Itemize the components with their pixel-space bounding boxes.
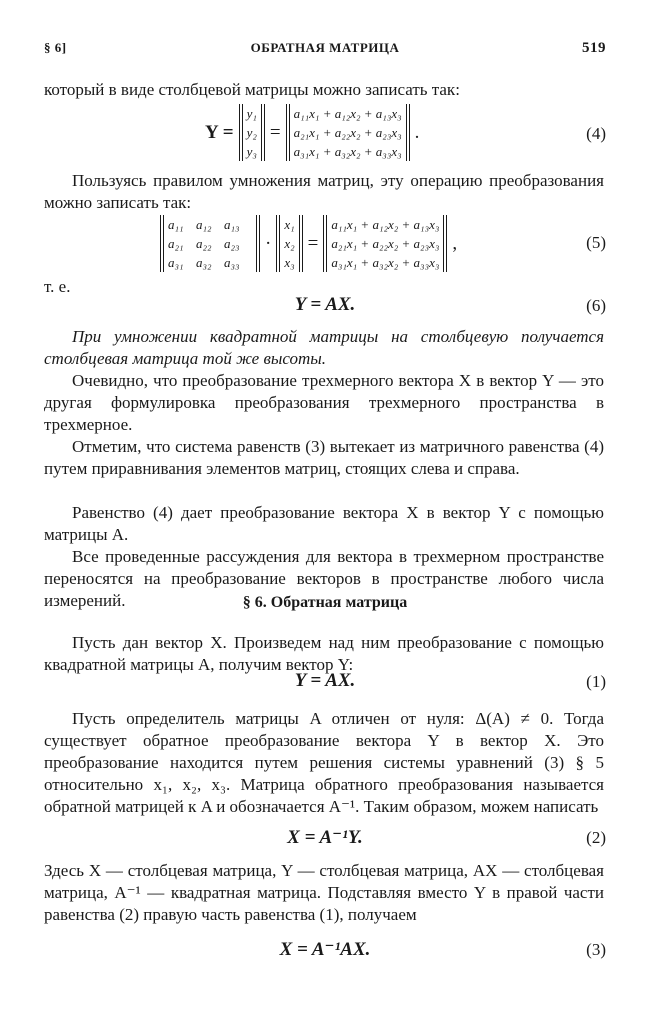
- eq4-y3: y₃: [246, 144, 257, 159]
- equation-5: a₁₁ a₁₂ a₁₃ a₂₁ a₂₂ a₂₃ a₃₁ a₃₂ a₃₃ · x₁ x₂ x₃ = a₁₁x₁ + a₁₂x₂ + a₁₃x₃ a₂₁x₁ + a₂₂x₂ + a₂₃x₃ a₃₁x₁ + a₃₂x₂ + a₃₃x₃ ,: [160, 215, 462, 272]
- equation-6: Y = AX.: [294, 294, 356, 315]
- page-number: 519: [582, 40, 606, 56]
- paragraph-vector-x: Пусть дан вектор X. Произведем над ним преобразование с помощью квадратной матрицы A, получим вектор Y:: [44, 633, 604, 674]
- equation-2: X = A⁻¹Y.: [287, 827, 363, 848]
- eq5-a32: a₃₂: [196, 255, 212, 270]
- eq5-x3: x₃: [284, 255, 295, 270]
- equation-1: Y = AX.: [294, 670, 356, 691]
- header-title: ОБРАТНАЯ МАТРИЦА: [250, 40, 400, 55]
- eq5-a11: a₁₁: [168, 217, 184, 232]
- eq5-vector-x: [276, 215, 302, 272]
- eq4-y1: y₁: [246, 106, 257, 121]
- eq5-x2: x₂: [284, 236, 295, 251]
- paragraph-generalization: Все проведенные рассуждения для вектора в трехмерном пространстве переносятся на преобразование векторов в пространстве любого числа измерений.: [44, 547, 604, 610]
- eq5-a13: a₁₃: [224, 217, 240, 232]
- eq4-row2: a₂₁x₁ + a₂₂x₂ + a₂₃x₃: [293, 125, 402, 140]
- eq5-a12: a₁₂: [196, 217, 212, 232]
- eq3-number: (3): [586, 940, 606, 959]
- eq5-row2: a₂₁x₁ + a₂₂x₂ + a₂₃x₃: [331, 236, 440, 251]
- eq5-a21: a₂₁: [168, 236, 184, 251]
- eq5-a23: a₂₃: [224, 236, 240, 251]
- paragraph-note: Отметим, что система равенств (3) вытекает из матричного равенства (4) путем приравнивания элементов матриц, стоящих слева и справа.: [44, 437, 604, 478]
- eq5-number: (5): [586, 233, 606, 252]
- paragraph-statement: При умножении квадратной матрицы на столбцевую получается столбцевая матрица той же высоты.: [44, 327, 604, 368]
- eq4-y2: y₂: [246, 125, 257, 140]
- eq4-vector-y: [239, 104, 265, 161]
- eq5-row3: a₃₁x₁ + a₃₂x₂ + a₃₃x₃: [331, 255, 440, 270]
- paragraph-determinant: Пусть определитель матрицы A отличен от нуля: Δ(A) ≠ 0. Тогда существует обратное преобразование вектора Y в вектор X. Это преобразование находится путем решения системы уравнений (3) § 5 относительно x₁, x₂, x₃. Матрица обратного преобразования называется обратной матрицей к A и обозначается A⁻¹. Таким образом, можем написать: [44, 709, 604, 816]
- eq4-number: (4): [586, 124, 606, 143]
- eq5-a22: a₂₂: [196, 236, 212, 251]
- paragraph-here: Здесь X — столбцевая матрица, Y — столбцевая матрица, AX — столбцевая матрица, A⁻¹ — квадратная матрица. Подставляя вместо Y в правой части равенства (2) правую часть равенства (1), получаем: [44, 861, 604, 924]
- eq5-row1: a₁₁x₁ + a₁₂x₂ + a₁₃x₃: [331, 217, 440, 232]
- paragraph-intro: который в виде столбцевой матрицы можно записать так:: [44, 80, 460, 99]
- equation-3: X = A⁻¹AX.: [279, 939, 371, 960]
- equation-4: Y = y₁ y₂ y₃ = a₁₁x₁ + a₁₂x₂ + a₁₃x₃ a₂₁x₁ + a₂₂x₂ + a₂₃x₃ a₃₁x₁ + a₃₂x₂ + a₃₃x₃ .: [200, 104, 424, 161]
- eq1-number: (1): [586, 672, 606, 691]
- eq4-row1: a₁₁x₁ + a₁₂x₂ + a₁₃x₃: [293, 106, 402, 121]
- eq4-row3: a₃₁x₁ + a₃₂x₂ + a₃₃x₃: [293, 144, 402, 159]
- paragraph-multiplication-rule: Пользуясь правилом умножения матриц, эту операцию преобразования можно записать так:: [44, 171, 604, 212]
- eq4-lhs: Y =: [205, 121, 234, 143]
- eq6-number: (6): [586, 296, 606, 315]
- section-heading: § 6. Обратная матрица: [242, 594, 408, 611]
- eq2-number: (2): [586, 828, 606, 847]
- header-section-mark: § 6]: [44, 40, 67, 55]
- eq4-rhs-matrix: [286, 104, 410, 161]
- eq5-rhs-matrix: [323, 215, 447, 272]
- eq5-a33: a₃₃: [224, 255, 240, 270]
- eq5-a31: a₃₁: [168, 255, 184, 270]
- eq5-matrix-a: [160, 215, 260, 272]
- paragraph-equality-4: Равенство (4) дает преобразование вектора X в вектор Y с помощью матрицы A.: [44, 503, 604, 544]
- paragraph-obviously: Очевидно, что преобразование трехмерного вектора X в вектор Y — это другая формулировка преобразования трехмерного пространства в трехмерное.: [44, 371, 604, 434]
- eq5-x1: x₁: [284, 217, 295, 232]
- te-label: т. е.: [44, 277, 71, 296]
